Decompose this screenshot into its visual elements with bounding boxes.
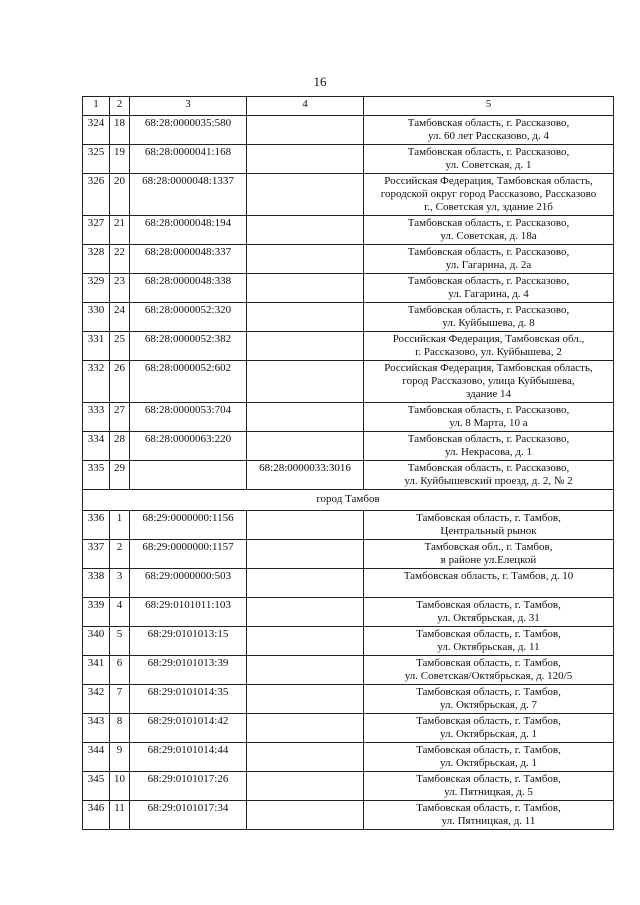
row-number: 325 [83,145,110,174]
address-cell: Тамбовская область, г. Рассказово, ул. Гагарина, д. 2а [364,245,614,274]
address-cell: Тамбовская область, г. Тамбов, ул. Пятницкая, д. 11 [364,801,614,830]
cadastral-number: 68:29:0101013:39 [130,656,247,685]
address-cell: Тамбовская область, г. Рассказово, ул. Гагарина, д. 4 [364,274,614,303]
address-cell: Тамбовская область, г. Тамбов, ул. Октябрьская, д. 1 [364,714,614,743]
table-row [83,332,614,361]
row-number: 340 [83,627,110,656]
table-row [83,801,614,830]
cadastral-number-alt [247,174,364,216]
table-row [83,685,614,714]
row-number: 328 [83,245,110,274]
cadastral-number-alt [247,216,364,245]
address-cell: Тамбовская область, г. Тамбов, ул. Советская/Октябрьская, д. 120/5 [364,656,614,685]
cadastral-number: 68:29:0101014:44 [130,743,247,772]
cadastral-number-alt [247,511,364,540]
table-row [83,461,614,490]
address-cell: Российская Федерация, Тамбовская обл., г. Рассказово, ул. Куйбышева, 2 [364,332,614,361]
row-number: 346 [83,801,110,830]
cadastral-number [130,461,247,490]
cadastral-number-alt [247,743,364,772]
cadastral-number-alt [247,540,364,569]
row-index: 22 [110,245,130,274]
row-index: 2 [110,540,130,569]
table-row [83,145,614,174]
cadastral-number-alt [247,116,364,145]
section-title: город Тамбов [83,490,614,511]
row-number: 324 [83,116,110,145]
cadastral-number: 68:29:0101017:26 [130,772,247,801]
address-cell: Тамбовская обл., г. Тамбов, в районе ул.Елецкой [364,540,614,569]
address-cell: Тамбовская область, г. Рассказово, ул. Куйбышевский проезд, д. 2, № 2 [364,461,614,490]
column-header: 2 [110,97,130,116]
row-index: 28 [110,432,130,461]
cadastral-number-alt [247,685,364,714]
address-cell: Тамбовская область, г. Тамбов, д. 10 [364,569,614,598]
table-row [83,174,614,216]
row-number: 333 [83,403,110,432]
table-row [83,361,614,403]
cadastral-number: 68:28:0000048:337 [130,245,247,274]
row-number: 341 [83,656,110,685]
cadastral-number-alt [247,598,364,627]
row-index: 4 [110,598,130,627]
row-index: 1 [110,511,130,540]
row-number: 336 [83,511,110,540]
cadastral-number: 68:28:0000041:168 [130,145,247,174]
table-row [83,303,614,332]
row-number: 329 [83,274,110,303]
row-index: 25 [110,332,130,361]
cadastral-number: 68:29:0101014:42 [130,714,247,743]
address-cell: Тамбовская область, г. Тамбов, ул. Октябрьская, д. 1 [364,743,614,772]
table-row [83,656,614,685]
row-number: 343 [83,714,110,743]
cadastral-number-alt: 68:28:0000033:3016 [247,461,364,490]
row-number: 331 [83,332,110,361]
row-index: 23 [110,274,130,303]
cadastral-number: 68:29:0000000:1156 [130,511,247,540]
page-number: 16 [313,74,327,89]
row-number: 326 [83,174,110,216]
table-row [83,540,614,569]
cadastral-number: 68:28:0000048:338 [130,274,247,303]
row-number: 345 [83,772,110,801]
cadastral-number-alt [247,303,364,332]
row-index: 11 [110,801,130,830]
table-row [83,743,614,772]
address-cell: Тамбовская область, г. Рассказово, ул. Советская, д. 1 [364,145,614,174]
row-index: 10 [110,772,130,801]
address-cell: Тамбовская область, г. Тамбов, ул. Пятницкая, д. 5 [364,772,614,801]
row-index: 6 [110,656,130,685]
table-row [83,511,614,540]
cadastral-number-alt [247,627,364,656]
column-header: 4 [247,97,364,116]
column-header: 1 [83,97,110,116]
cadastral-number: 68:28:0000052:382 [130,332,247,361]
cadastral-number: 68:28:0000035:580 [130,116,247,145]
cadastral-number: 68:29:0101014:35 [130,685,247,714]
column-header: 5 [364,97,614,116]
address-cell: Российская Федерация, Тамбовская область, городской округ город Рассказово, Рассказово г., Советская ул, здание 21б [364,174,614,216]
cadastral-number: 68:29:0101013:15 [130,627,247,656]
row-number: 337 [83,540,110,569]
address-cell: Тамбовская область, г. Тамбов, Центральный рынок [364,511,614,540]
row-number: 327 [83,216,110,245]
address-cell: Российская Федерация, Тамбовская область, город Рассказово, улица Куйбышева, здание 14 [364,361,614,403]
cadastral-number-alt [247,403,364,432]
table-row [83,772,614,801]
cadastral-number: 68:29:0101017:34 [130,801,247,830]
table-row [83,216,614,245]
address-cell: Тамбовская область, г. Рассказово, ул. 8 Марта, 10 а [364,403,614,432]
table-row [83,627,614,656]
row-number: 330 [83,303,110,332]
cadastral-number-alt [247,274,364,303]
cadastral-number: 68:29:0000000:503 [130,569,247,598]
table-row [83,714,614,743]
cadastral-number: 68:28:0000063:220 [130,432,247,461]
row-index: 21 [110,216,130,245]
row-index: 27 [110,403,130,432]
row-index: 5 [110,627,130,656]
section-row [83,490,614,511]
cadastral-number: 68:28:0000048:194 [130,216,247,245]
row-index: 9 [110,743,130,772]
row-index: 18 [110,116,130,145]
table-row [83,569,614,598]
row-index: 26 [110,361,130,403]
row-index: 20 [110,174,130,216]
table-row [83,274,614,303]
table-row [83,116,614,145]
cadastral-number-alt [247,656,364,685]
address-cell: Тамбовская область, г. Рассказово, ул. Советская, д. 18а [364,216,614,245]
row-number: 335 [83,461,110,490]
row-index: 8 [110,714,130,743]
row-number: 339 [83,598,110,627]
address-cell: Тамбовская область, г. Рассказово, ул. Некрасова, д. 1 [364,432,614,461]
row-number: 338 [83,569,110,598]
address-cell: Тамбовская область, г. Тамбов, ул. Октябрьская, д. 7 [364,685,614,714]
row-index: 19 [110,145,130,174]
cadastral-number: 68:28:0000053:704 [130,403,247,432]
cadastral-number-alt [247,772,364,801]
address-cell: Тамбовская область, г. Рассказово, ул. Куйбышева, д. 8 [364,303,614,332]
table-row [83,245,614,274]
row-index: 7 [110,685,130,714]
address-cell: Тамбовская область, г. Тамбов, ул. Октябрьская, д. 31 [364,598,614,627]
cadastral-number-alt [247,432,364,461]
table-row [83,598,614,627]
row-index: 3 [110,569,130,598]
row-index: 24 [110,303,130,332]
address-cell: Тамбовская область, г. Тамбов, ул. Октябрьская, д. 11 [364,627,614,656]
cadastral-number: 68:28:0000048:1337 [130,174,247,216]
cadastral-number: 68:28:0000052:602 [130,361,247,403]
cadastral-number: 68:29:0000000:1157 [130,540,247,569]
table-row [83,432,614,461]
row-number: 334 [83,432,110,461]
cadastral-number-alt [247,361,364,403]
table-row [83,403,614,432]
cadastral-number-alt [247,801,364,830]
cadastral-number-alt [247,714,364,743]
row-number: 332 [83,361,110,403]
cadastral-number-alt [247,245,364,274]
cadastral-number-alt [247,145,364,174]
table-header-row [83,97,614,116]
row-number: 342 [83,685,110,714]
address-cell: Тамбовская область, г. Рассказово, ул. 60 лет Рассказово, д. 4 [364,116,614,145]
row-number: 344 [83,743,110,772]
column-header: 3 [130,97,247,116]
property-registry-table [82,96,614,830]
cadastral-number: 68:29:0101011:103 [130,598,247,627]
cadastral-number-alt [247,332,364,361]
cadastral-number-alt [247,569,364,598]
cadastral-number: 68:28:0000052:320 [130,303,247,332]
row-index: 29 [110,461,130,490]
